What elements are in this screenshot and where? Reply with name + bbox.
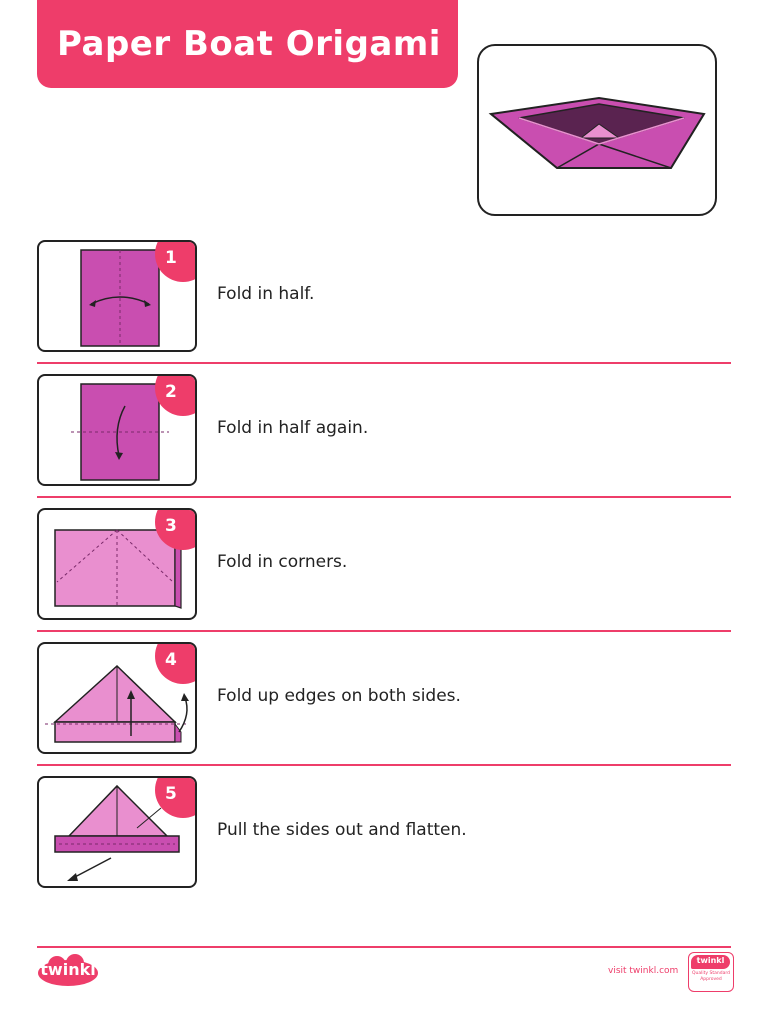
visit-link[interactable]: visit twinkl.com [608, 966, 679, 976]
logo-text: twinkl [40, 960, 96, 979]
page-title: Paper Boat Origami [57, 24, 441, 64]
divider [37, 496, 731, 498]
step-4-illustration [37, 642, 197, 754]
footer-divider [37, 946, 731, 948]
step-instruction: Fold in corners. [217, 552, 348, 572]
step-instruction: Fold up edges on both sides. [217, 686, 461, 706]
step-2 [37, 370, 731, 504]
step-instruction: Pull the sides out and flatten. [217, 820, 467, 840]
step-3 [37, 504, 731, 638]
step-number-badge: 3 [155, 508, 197, 550]
divider [37, 764, 731, 766]
twinkl-logo[interactable] [37, 954, 99, 988]
step-1 [37, 236, 731, 370]
step-3-illustration [37, 508, 197, 620]
step-5 [37, 772, 731, 906]
step-number-badge: 2 [155, 374, 197, 416]
quality-standard-badge [688, 952, 734, 992]
step-number-badge: 4 [155, 642, 197, 684]
badge-caption: Quality Standard Approved [692, 971, 730, 982]
step-1-illustration [37, 240, 197, 352]
step-4 [37, 638, 731, 772]
title-banner [37, 0, 458, 88]
step-5-illustration [37, 776, 197, 888]
step-number-badge: 1 [155, 240, 197, 282]
step-2-illustration [37, 374, 197, 486]
paper-boat-icon [479, 46, 719, 218]
divider [37, 362, 731, 364]
badge-logo: twinkl [691, 955, 730, 969]
divider [37, 630, 731, 632]
finished-boat-illustration [477, 44, 717, 216]
step-number-badge: 5 [155, 776, 197, 818]
step-instruction: Fold in half. [217, 284, 315, 304]
step-instruction: Fold in half again. [217, 418, 369, 438]
